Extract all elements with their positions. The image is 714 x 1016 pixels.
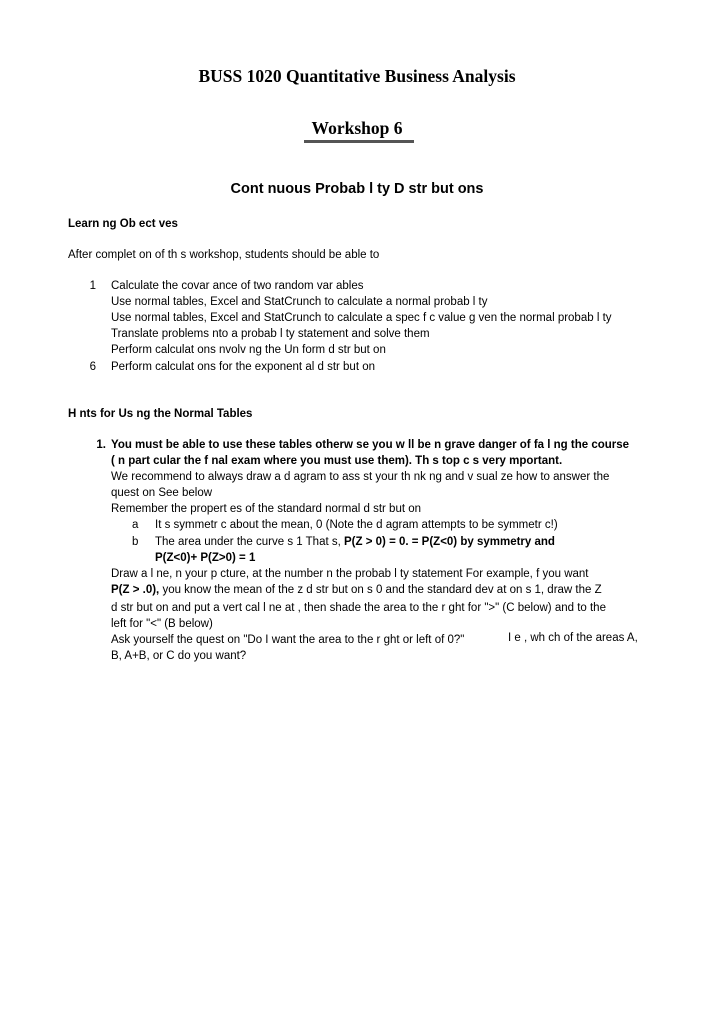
objective-item: Translate problems nto a probab l ty statement and solve them — [111, 328, 430, 340]
objective-number: 1 — [89, 280, 96, 292]
draw-instruction-line: left for "<" (B below) — [111, 618, 213, 630]
hint-number: 1. — [96, 439, 106, 451]
draw-instruction-line: d str but on and put a vert cal l ne at , then shade the area to the r ght for ">" (C below) and to the — [111, 602, 606, 614]
ask-question-line: Ask yourself the quest on "Do I want the area to the r ght or left of 0?" — [111, 634, 465, 646]
workshop-heading: Workshop 6 — [311, 118, 403, 138]
ask-question-line-end: I e , wh ch of the areas A, — [508, 632, 638, 644]
draw-instruction-text: you know the mean of the z d str but on s 0 and the standard dev at on s 1, draw the Z — [159, 584, 602, 596]
subitem-label: a — [132, 519, 139, 531]
hint-recommend-line: quest on See below — [111, 487, 213, 499]
hint-recommend-line: We recommend to always draw a d agram to ass st your th nk ng and v sual ze how to answer the — [111, 471, 610, 483]
hint-warning-line: ( n part cular the f nal exam where you must use them). Th s top c s very mportant. — [111, 455, 563, 467]
objective-item: Use normal tables, Excel and StatCrunch to calculate a spec f c value g ven the normal probab l ty — [111, 312, 612, 324]
workshop-underline — [304, 140, 414, 143]
hint-warning-line: You must be able to use these tables otherw se you w ll be n grave danger of fa l ng the course — [111, 439, 630, 451]
subitem-b-formula-line2: P(Z<0)+ P(Z>0) = 1 — [155, 552, 256, 564]
hints-heading: H nts for Us ng the Normal Tables — [68, 408, 253, 420]
subitem-a-text: It s symmetr c about the mean, 0 (Note the d agram attempts to be symmetr c!) — [155, 519, 558, 531]
subitem-b-text — [155, 536, 555, 548]
subitem-b-plain: The area under the curve s 1 That s, — [155, 536, 341, 548]
objective-item: Calculate the covar ance of two random var ables — [111, 280, 364, 292]
section-subtitle: Cont nuous Probab l ty D str but ons — [230, 181, 484, 197]
objective-item: Use normal tables, Excel and StatCrunch to calculate a normal probab l ty — [111, 296, 488, 308]
subitem-label: b — [132, 536, 139, 548]
document-title: BUSS 1020 Quantitative Business Analysis — [198, 66, 516, 86]
ask-question-line: B, A+B, or C do you want? — [111, 650, 247, 662]
draw-instruction-line — [111, 584, 602, 596]
objective-item: Perform calculat ons nvolv ng the Un form d str but on — [111, 344, 386, 356]
draw-instruction-line: Draw a l ne, n your p cture, at the number n the probab l ty statement For example, f you want — [111, 568, 589, 580]
objective-item: Perform calculat ons for the exponent al d str but on — [111, 361, 376, 373]
objectives-intro: After complet on of th s workshop, students should be able to — [68, 249, 380, 261]
draw-instruction-formula: P(Z > .0), — [111, 584, 160, 596]
objective-number: 6 — [89, 361, 96, 373]
hint-remember-line: Remember the propert es of the standard normal d str but on — [111, 503, 422, 515]
objectives-heading: Learn ng Ob ect ves — [68, 218, 178, 230]
subitem-b-formula: P(Z > 0) = 0. = P(Z<0) by symmetry and — [344, 536, 555, 548]
